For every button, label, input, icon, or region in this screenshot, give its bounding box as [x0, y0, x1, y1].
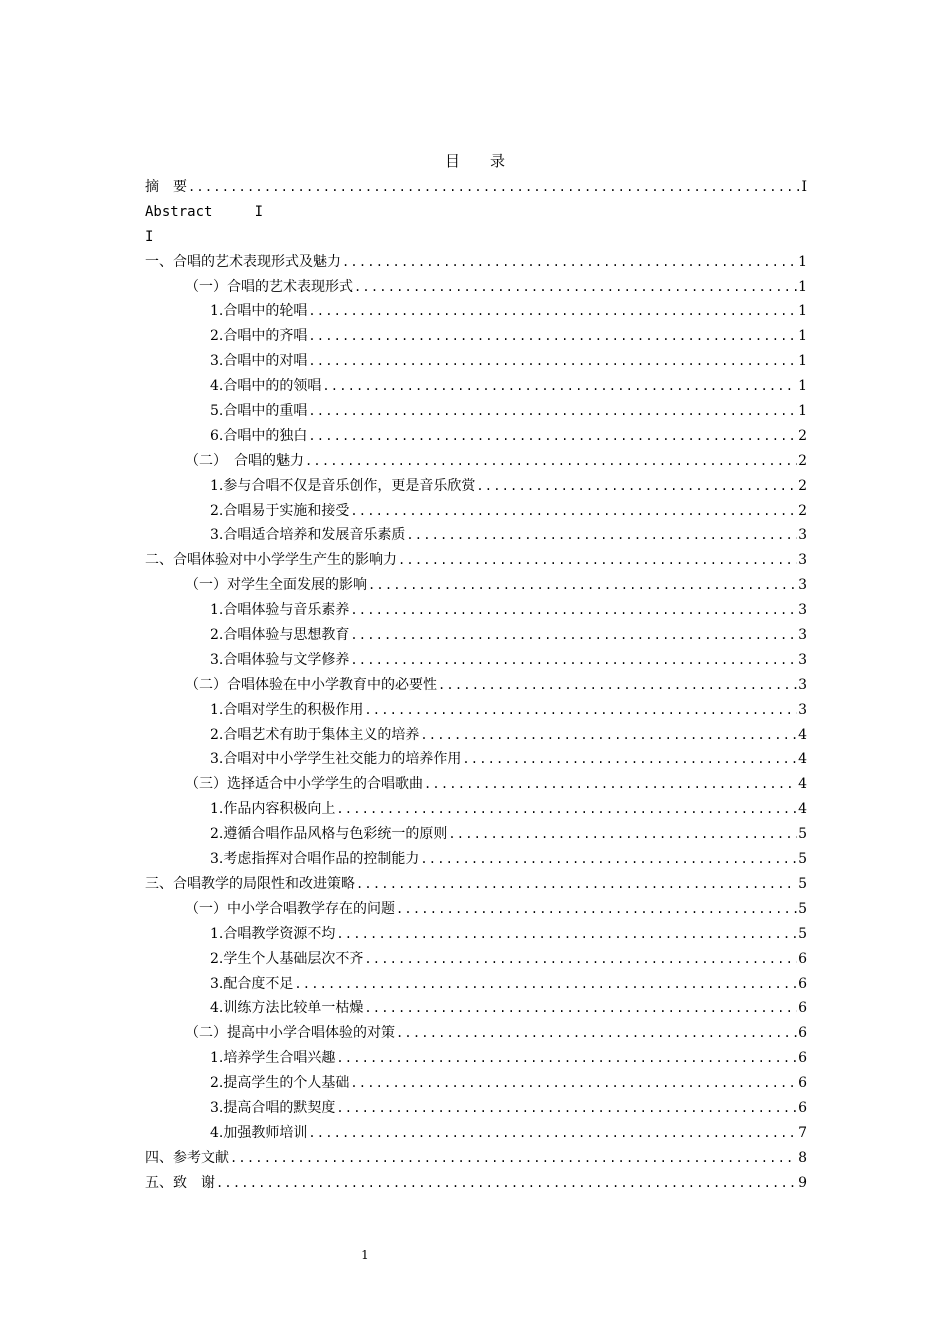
toc-entry-label: 2.学生个人基础层次不齐: [210, 950, 364, 967]
toc-entry[interactable]: [145, 374, 807, 399]
toc-entry-page: 1: [798, 328, 807, 345]
toc-entry-label: （二）合唱体验在中小学教育中的必要性: [185, 676, 437, 693]
toc-entry[interactable]: [145, 698, 807, 723]
toc-leader-dots: [308, 424, 797, 449]
toc-leader-dots: [424, 772, 797, 797]
toc-entry-label: （一）中小学合唱教学存在的问题: [185, 900, 395, 917]
table-of-contents: [145, 175, 807, 1196]
toc-entry[interactable]: [145, 1146, 807, 1171]
toc-title: 目 录: [444, 152, 505, 170]
toc-leader-dots: [364, 698, 797, 723]
toc-entry-page: 4: [798, 751, 807, 768]
toc-entry-label: 3.合唱适合培养和发展音乐素质: [210, 527, 406, 544]
toc-entry-page: 6: [798, 950, 807, 967]
toc-leader-dots: [406, 523, 797, 548]
toc-entry[interactable]: [145, 648, 807, 673]
toc-entry-label: 3.合唱体验与文学修养: [210, 651, 350, 668]
toc-entry[interactable]: [145, 897, 807, 922]
toc-entry-page: 4: [798, 801, 807, 818]
toc-leader-dots: [216, 1171, 797, 1196]
toc-entry-label: 4.训练方法比较单一枯燥: [210, 1000, 364, 1017]
toc-entry[interactable]: [145, 1071, 807, 1096]
toc-entry[interactable]: [145, 847, 807, 872]
toc-entry[interactable]: [145, 1096, 807, 1121]
toc-entry-label: 1.合唱体验与音乐素养: [210, 602, 350, 619]
toc-entry[interactable]: [145, 947, 807, 972]
toc-entry-page: 3: [798, 701, 807, 718]
toc-leader-dots: [368, 573, 797, 598]
toc-entry-page: 1: [798, 378, 807, 395]
toc-entry[interactable]: [145, 1021, 807, 1046]
toc-leader-dots: [476, 474, 797, 499]
toc-leader-dots: [294, 972, 797, 997]
toc-leader-dots: [336, 922, 797, 947]
toc-entry-page: 2: [798, 502, 807, 519]
toc-leader-dots: [308, 1121, 797, 1146]
toc-leader-dots: [305, 449, 797, 474]
toc-entry-page: 1: [798, 253, 807, 270]
toc-entry[interactable]: [145, 996, 807, 1021]
toc-entry[interactable]: [145, 250, 807, 275]
toc-entry[interactable]: [145, 573, 807, 598]
toc-leader-dots: [354, 275, 797, 300]
toc-leader-dots: [308, 324, 797, 349]
toc-entry-label: 3.考虑指挥对合唱作品的控制能力: [210, 851, 420, 868]
toc-leader-dots: [420, 847, 797, 872]
toc-entry[interactable]: [145, 474, 807, 499]
toc-entry-label: 摘 要: [145, 179, 187, 195]
toc-entry-page: 3: [798, 602, 807, 619]
toc-leader-dots: [350, 499, 797, 524]
toc-leader-dots: [364, 947, 797, 972]
toc-entry-page: 8: [798, 1149, 807, 1166]
toc-entry[interactable]: [145, 299, 807, 324]
toc-entry[interactable]: [145, 424, 807, 449]
toc-entry-label: （二）提高中小学合唱体验的对策: [185, 1025, 395, 1042]
toc-entry-page: 4: [798, 726, 807, 743]
toc-entry-label: 三、合唱教学的局限性和改进策略: [145, 875, 355, 892]
toc-entry-page: 6: [798, 1099, 807, 1116]
toc-entry-label: 四、参考文献: [145, 1149, 229, 1166]
toc-entry-page: 5: [798, 851, 807, 868]
toc-leader-dots: [308, 399, 797, 424]
toc-entry-label: 1.参与合唱不仅是音乐创作，更是音乐欣赏: [210, 477, 476, 494]
toc-entry-page: 6: [798, 1025, 807, 1042]
toc-entry-label: 1.培养学生合唱兴趣: [210, 1050, 336, 1067]
toc-entry-page: 7: [798, 1124, 807, 1141]
toc-leader-dots: [336, 1096, 797, 1121]
toc-leader-dots: [462, 747, 797, 772]
toc-entry-page: 2: [798, 477, 807, 494]
toc-entry-label: 1.合唱对学生的积极作用: [210, 701, 364, 718]
toc-entry-page: 6: [798, 1000, 807, 1017]
toc-entry-page: 1: [798, 303, 807, 320]
toc-entry-abstract-cn[interactable]: [145, 175, 807, 200]
toc-entry-label: 二、合唱体验对中小学学生产生的影响力: [145, 552, 397, 569]
toc-entry[interactable]: [145, 772, 807, 797]
toc-entry-label: （一）合唱的艺术表现形式: [185, 278, 353, 295]
toc-entry-label: 2.遵循合唱作品风格与色彩统一的原则: [210, 826, 448, 843]
toc-leader-dots: [398, 548, 797, 573]
toc-leader-dots: [396, 897, 797, 922]
toc-entry[interactable]: [145, 349, 807, 374]
toc-leader-dots: [364, 996, 797, 1021]
toc-leader-dots: [350, 1071, 797, 1096]
toc-entry[interactable]: [145, 399, 807, 424]
toc-leader-dots: [322, 374, 797, 399]
toc-entry-label: 3.合唱对中小学学生社交能力的培养作用: [210, 751, 462, 768]
toc-leader-dots: [448, 822, 797, 847]
toc-entry-label: 4.加强教师培训: [210, 1124, 308, 1141]
toc-entry-page: 3: [798, 527, 807, 544]
toc-entry-page: 5: [798, 925, 807, 942]
toc-entry-label: 2.合唱艺术有助于集体主义的培养: [210, 726, 420, 743]
toc-entry[interactable]: [145, 747, 807, 772]
toc-entry-page: 2: [798, 452, 807, 469]
toc-entry-label: 1.作品内容积极向上: [210, 801, 336, 818]
toc-entry-page: 5: [798, 826, 807, 843]
toc-entry-abstract-en-page: I: [145, 228, 154, 245]
toc-entry-page: 6: [798, 1075, 807, 1092]
toc-entry-page: 9: [798, 1174, 807, 1191]
toc-entry-label: 6.合唱中的独白: [210, 427, 308, 444]
toc-entry-label: 2.合唱体验与思想教育: [210, 627, 350, 644]
toc-leader-dots: [308, 299, 797, 324]
toc-entry-label: 4.合唱中的的领唱: [210, 378, 322, 395]
toc-entry-page: 5: [798, 900, 807, 917]
toc-entry-page: 1: [798, 403, 807, 420]
toc-entry[interactable]: [145, 449, 807, 474]
toc-entry[interactable]: [145, 275, 807, 300]
toc-entry-page: 3: [798, 577, 807, 594]
footer-page-number: 1: [361, 1248, 369, 1262]
toc-entry-label: （三）选择适合中小学学生的合唱歌曲: [185, 776, 423, 793]
toc-entry-label: 2.合唱易于实施和接受: [210, 502, 350, 519]
toc-entry[interactable]: [145, 797, 807, 822]
toc-entry-label: （一）对学生全面发展的影响: [185, 577, 367, 594]
toc-entry-label: 3.提高合唱的默契度: [210, 1099, 336, 1116]
toc-entry-label: 2.提高学生的个人基础: [210, 1075, 350, 1092]
toc-entry-label: 2.合唱中的齐唱: [210, 328, 308, 345]
toc-leader-dots: [396, 1021, 797, 1046]
toc-entry-page: I: [801, 179, 807, 195]
toc-entry-page: 1: [798, 278, 807, 295]
toc-entry-page: 3: [798, 627, 807, 644]
toc-leader-dots: [438, 673, 797, 698]
toc-entry[interactable]: [145, 822, 807, 847]
toc-entry[interactable]: [145, 972, 807, 997]
toc-entry[interactable]: [145, 1046, 807, 1071]
toc-entry[interactable]: [145, 623, 807, 648]
toc-entry[interactable]: [145, 499, 807, 524]
toc-leader-dots: [356, 872, 797, 897]
toc-entry-page: 1: [798, 353, 807, 370]
toc-entry-label: 五、致 谢: [145, 1174, 215, 1191]
toc-leader-dots: [230, 1146, 797, 1171]
toc-entries: [145, 250, 807, 1196]
toc-leader-dots: [336, 797, 797, 822]
toc-entry[interactable]: [145, 922, 807, 947]
toc-entry[interactable]: [145, 872, 807, 897]
toc-entry-label: 5.合唱中的重唱: [210, 403, 308, 420]
toc-entry[interactable]: [145, 1171, 807, 1196]
toc-entry-label: 一、合唱的艺术表现形式及魅力: [145, 253, 341, 270]
toc-entry-label: 3.合唱中的对唱: [210, 353, 308, 370]
toc-entry-label: （二） 合唱的魅力: [185, 452, 304, 469]
toc-entry-page: 3: [798, 651, 807, 668]
toc-leader-dots: [420, 723, 797, 748]
toc-entry[interactable]: [145, 548, 807, 573]
toc-leader-dots: [336, 1046, 797, 1071]
toc-entry-label: 1.合唱中的轮唱: [210, 303, 308, 320]
toc-leader-dots: [350, 648, 797, 673]
toc-entry-page: 6: [798, 975, 807, 992]
toc-leader-dots: [350, 598, 797, 623]
toc-entry[interactable]: [145, 673, 807, 698]
toc-entry[interactable]: [145, 324, 807, 349]
toc-entry[interactable]: [145, 598, 807, 623]
toc-entry-page: 3: [798, 552, 807, 569]
toc-entry-page: 5: [798, 875, 807, 892]
toc-entry-page: 2: [798, 427, 807, 444]
toc-entry-abstract-en[interactable]: Abstract I: [145, 203, 264, 220]
toc-entry[interactable]: [145, 723, 807, 748]
toc-leader-dots: [308, 349, 797, 374]
toc-entry-page: 6: [798, 1050, 807, 1067]
toc-entry-label: 3.配合度不足: [210, 975, 294, 992]
toc-entry-page: 4: [798, 776, 807, 793]
toc-leader-dots: [342, 250, 797, 275]
toc-entry[interactable]: [145, 1121, 807, 1146]
toc-entry-label: 1.合唱教学资源不均: [210, 925, 336, 942]
toc-entry[interactable]: [145, 523, 807, 548]
toc-entry-page: 3: [798, 676, 807, 693]
toc-leader-dots: [188, 175, 800, 200]
toc-leader-dots: [350, 623, 797, 648]
